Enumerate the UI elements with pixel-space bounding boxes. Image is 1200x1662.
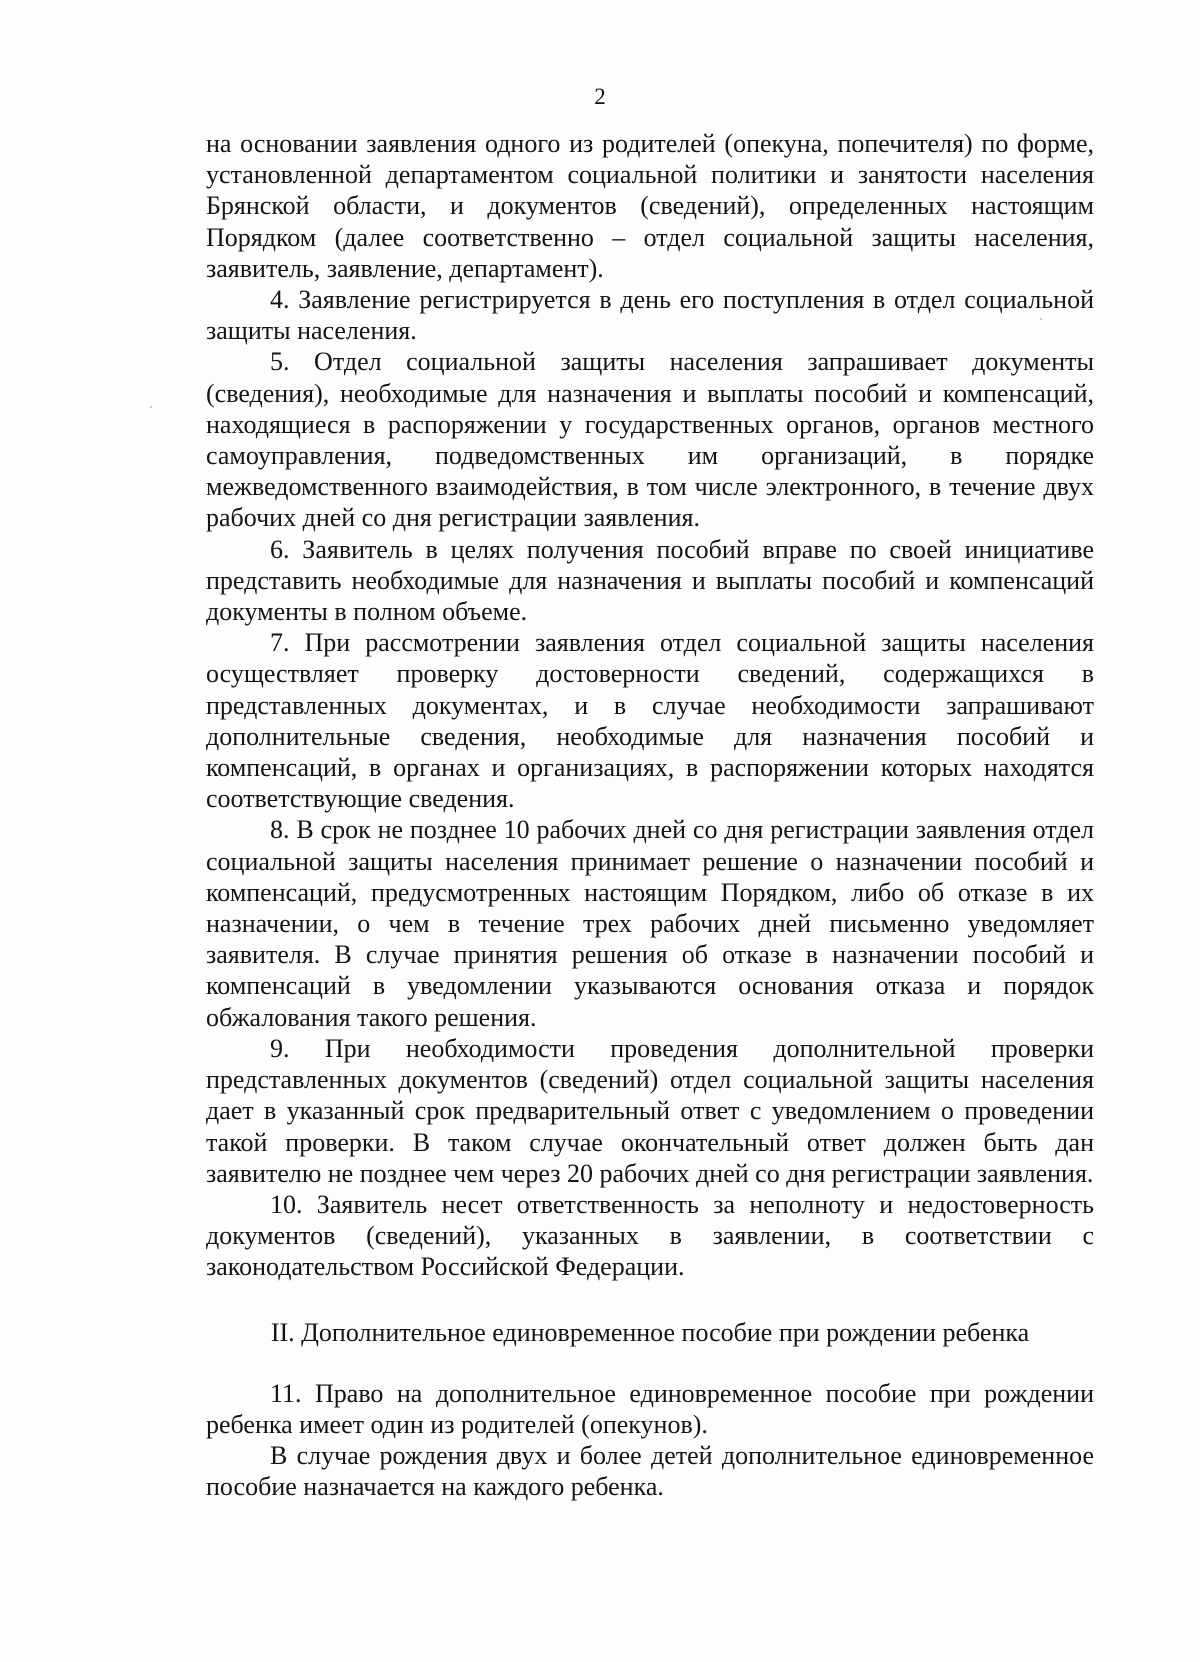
paragraph-6: 6. Заявитель в целях получения пособий вправе по своей инициативе представить необходимые для назначения и выплаты пособий и компенсаций документы в полном объеме. — [206, 534, 1094, 627]
scan-speck — [1040, 318, 1042, 320]
paragraph-7: 7. При рассмотрении заявления отдел социальной защиты населения осуществляет проверку достоверности сведений, содержащихся в представленных документах, и в случае необходимости запрашивают дополнительные сведения, необходимые для назначения пособий и компенсаций, в органах и организациях, в распоряжении которых находятся соответствующие сведения. — [206, 628, 1094, 814]
paragraph-11-continuation: В случае рождения двух и более детей дополнительное единовременное пособие назначается на каждого ребенка. — [206, 1441, 1094, 1502]
paragraph-5: 5. Отдел социальной защиты населения запрашивает документы (сведения), необходимые для назначения и выплаты пособий и компенсаций, находящиеся в распоряжении у государственных органов, органов местного самоуправления, подведомственных им организаций, в порядке межведомственного взаимодействия, в том числе электронного, в течение двух рабочих дней со дня регистрации заявления. — [206, 347, 1094, 533]
paragraph-9: 9. При необходимости проведения дополнительной проверки представленных документов (сведений) отдел социальной защиты населения дает в указанный срок предварительный ответ с уведомлением о проведении такой проверки. В таком случае окончательный ответ должен быть дан заявителю не позднее чем через 20 рабочих дней со дня регистрации заявления. — [206, 1033, 1094, 1188]
section-heading: II. Дополнительное единовременное пособие при рождении ребенка — [270, 1317, 1030, 1347]
paragraph-4: 4. Заявление регистрируется в день его поступления в отдел социальной защиты населения. — [206, 285, 1094, 346]
paragraph-8: 8. В срок не позднее 10 рабочих дней со дня регистрации заявления отдел социальной защиты населения принимает решение о назначении пособий и компенсаций, предусмотренных настоящим Порядком, либо об отказе в их назначении, о чем в течение трех рабочих дней письменно уведомляет заявителя. В случае принятия решения об отказе в назначении пособий и компенсаций в уведомлении указываются основания отказа и порядок обжалования такого решения. — [206, 815, 1094, 1032]
paragraph-11: 11. Право на дополнительное единовременное пособие при рождении ребенка имеет один из родителей (опекунов). — [206, 1378, 1094, 1439]
scan-speck — [150, 406, 152, 408]
paragraph-10: 10. Заявитель несет ответственность за неполноту и недостоверность документов (сведений), указанных в заявлении, в соответствии с законодательством Российской Федерации. — [206, 1189, 1094, 1282]
page-number: 2 — [594, 84, 606, 109]
document-body — [206, 128, 1094, 1503]
paragraph-continuation: на основании заявления одного из родителей (опекуна, попечителя) по форме, установленной департаментом социальной политики и занятости населения Брянской области, и документов (сведений), определенных настоящим Порядком (далее соответственно – отдел социальной защиты населения, заявитель, заявление, департамент). — [206, 129, 1094, 283]
